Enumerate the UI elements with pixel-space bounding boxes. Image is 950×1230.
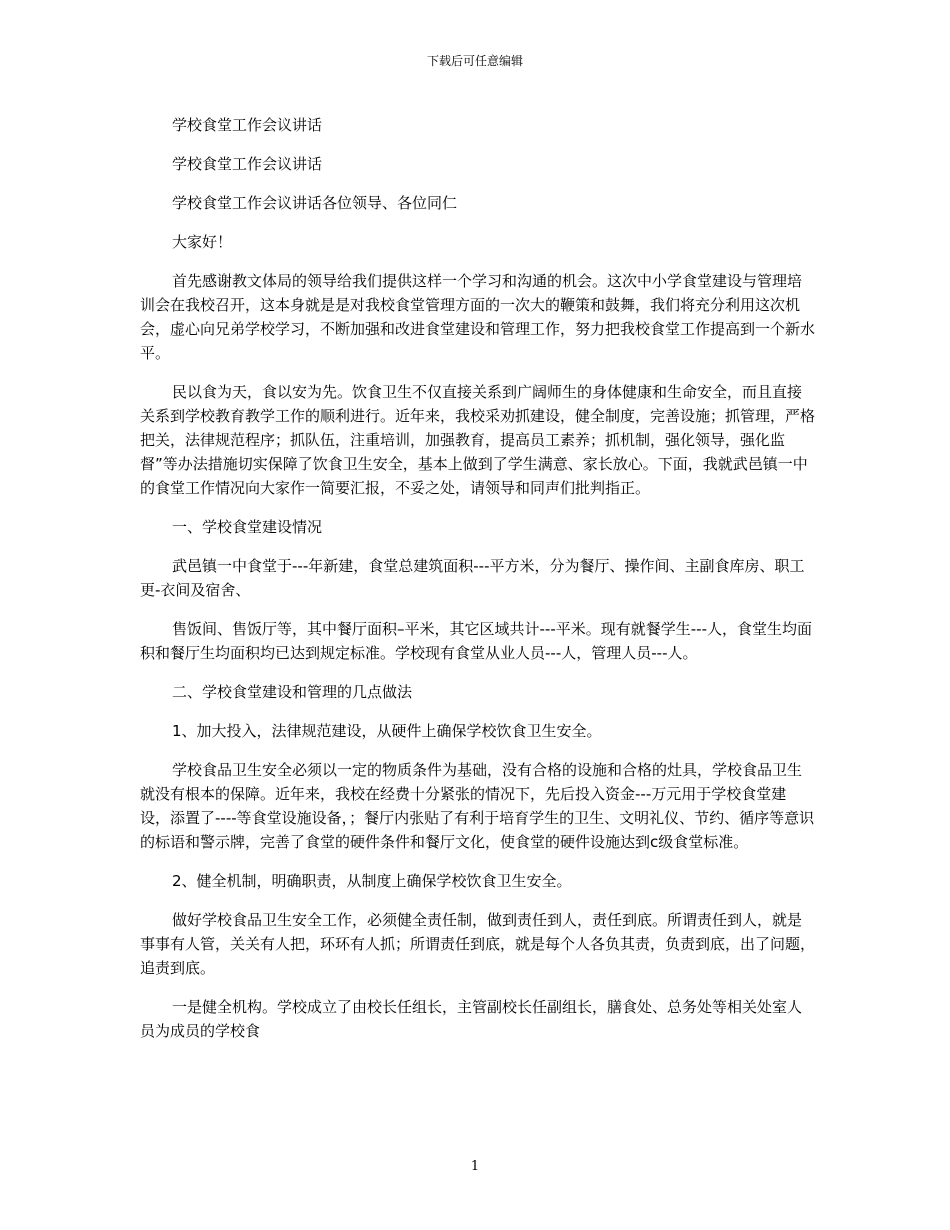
subsection-heading: 2、健全机制，明确职责，从制度上确保学校饮食卫生安全。 <box>172 872 572 890</box>
paragraph: 学校食堂工作会议讲话各位领导、各位同仁 <box>172 194 458 212</box>
subsection-heading: 1、加大投入，法律规范建设，从硬件上确保学校饮食卫生安全。 <box>172 722 602 740</box>
page-number: 1 <box>470 1159 480 1174</box>
paragraph: 售饭间、售饭厅等，其中餐厅面积–平米，其它区域共计---平米。现有就餐学生---人，食堂生均面积和餐厅生均面积均已达到规定标准。学校现有食堂从业人员---人，管理人员---人。 <box>140 620 812 662</box>
paragraph: 民以食为天，食以安为先。饮食卫生不仅直接关系到广阔师生的身体健康和生命安全，而且直接关系到学校教育教学工作的顺利进行。近年来，我校采劝抓建设，健全制度，完善设施；抓管理，严格把关，法律规范程序；抓队伍，注重培训，加强教育，提高员工素养；抓机制，强化领导，强化监督”等办法措施切实保障了饮食卫生安全，基本上做到了学生满意、家长放心。下面，我就武邑镇一中的食堂工作情况向大家作一简要汇报，不妥之处，请领导和同声们批判指正。 <box>140 383 816 497</box>
section-heading: 二、学校食堂建设和管理的几点做法 <box>172 683 413 701</box>
paragraph: 做好学校食品卫生安全工作，必须健全责任制，做到责任到人，责任到底。所谓责任到人，就是事事有人管，关关有人把，环环有人抓；所谓责任到底，就是每个人各负其责，负责到底，出了问题，追责到底。 <box>140 911 816 977</box>
paragraph: 大家好！ <box>172 233 233 251</box>
section-heading: 一、学校食堂建设情况 <box>172 518 323 536</box>
paragraph: 首先感谢教文体局的领导给我们提供这样一个学习和沟通的机会。这次中小学食堂建设与管理培训会在我校召开，这本身就是是对我校食堂管理方面的一次大的鞭策和鼓舞，我们将充分利用这次机会，虚心向兄弟学校学习，不断加强和改进食堂建设和管理工作，努力把我校食堂工作提高到一个新水平。 <box>140 272 816 362</box>
paragraph: 学校食品卫生安全必须以一定的物质条件为基础，没有合格的设施和合格的灶具，学校食品卫生就没有根本的保障。近年来，我校在经费十分紧张的情况下，先后投入资金---万元用于学校食堂建设，添置了----等食堂设施设备，；餐厅内张贴了有利于培育学生的卫生、文明礼仪、节约、循序等意识的标语和警示牌，完善了食堂的硬件条件和餐厅文化，使食堂的硬件设施达到c级食堂标准。 <box>140 761 815 851</box>
page-header: 下载后可任意编辑 <box>426 54 523 68</box>
paragraph: 学校食堂工作会议讲话 <box>172 155 323 173</box>
paragraph: 一是健全机构。学校成立了由校长任组长，主管副校长任副组长，膳食处、总务处等相关处室人员为成员的学校食 <box>140 998 803 1040</box>
document-body <box>140 113 816 1058</box>
paragraph: 学校食堂工作会议讲话 <box>172 116 323 134</box>
paragraph: 武邑镇一中食堂于---年新建，食堂总建筑面积---平方米，分为餐厅、操作间、主副食库房、职工更-衣间及宿舍、 <box>140 557 805 599</box>
